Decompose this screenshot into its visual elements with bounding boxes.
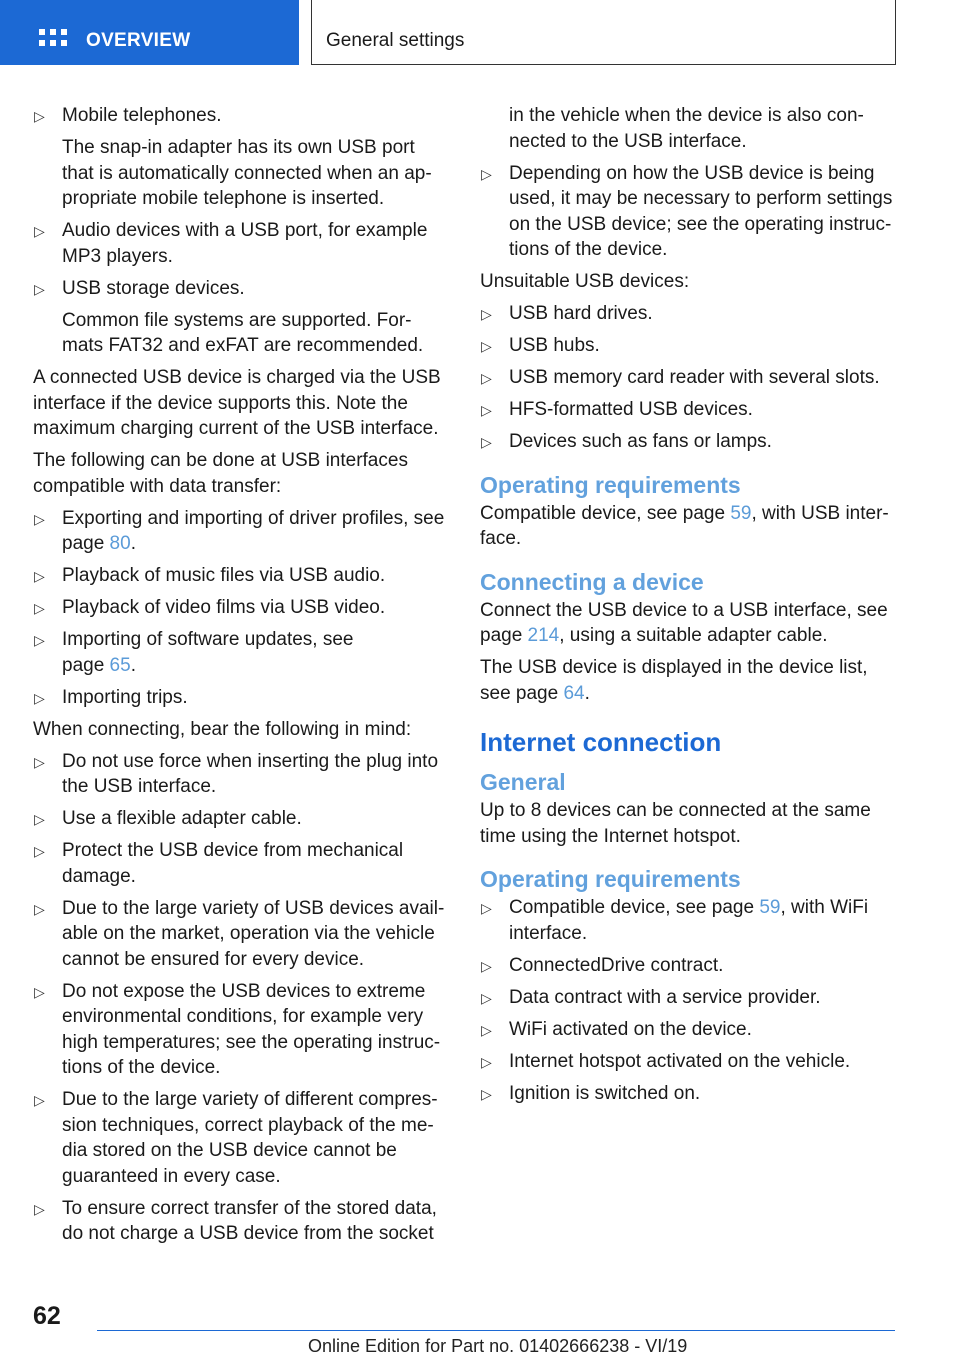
triangle-bullet-icon [34, 807, 45, 833]
triangle-bullet-icon [34, 1197, 45, 1223]
page-number: 62 [33, 1302, 61, 1330]
triangle-bullet-icon [481, 302, 492, 328]
triangle-bullet-icon [34, 1088, 45, 1114]
list-item: ▷ ConnectedDrive contract. [480, 953, 895, 979]
list-item: ▷ To ensure correct transfer of the stored data, do not charge a USB device from the socket [33, 1196, 446, 1247]
triangle-bullet-icon [481, 430, 492, 456]
triangle-bullet-icon [34, 104, 45, 130]
list-item: ▷ USB hubs. [480, 333, 895, 359]
paragraph: Unsuitable USB devices: [480, 271, 690, 292]
heading-connecting-device: Connecting a device [480, 568, 704, 595]
page-link[interactable]: 65 [109, 654, 131, 676]
list-item: ▷ Playback of music files via USB audio. [33, 563, 446, 589]
triangle-bullet-icon [34, 980, 45, 1006]
list-item: ▷ USB storage devices. Common file systems are supported. For‐ mats FAT32 and exFAT are recommended. [33, 276, 446, 359]
paragraph: Compatible device, see page 59, with USB inter‐ face. [480, 502, 889, 549]
triangle-bullet-icon [481, 1018, 492, 1044]
list-item: ▷ Mobile telephones. The snap-in adapter has its own USB port that is automatically connected when an ap‐ propriate mobile telephone is inserted. [33, 103, 446, 212]
paragraph: The following can be done at USB interfaces compatible with data transfer: [33, 450, 408, 497]
triangle-bullet-icon [34, 219, 45, 245]
list-item: ▷ Importing of software updates, see page 65. [33, 627, 446, 678]
list-item: ▷ Devices such as fans or lamps. [480, 429, 895, 455]
list-item: ▷ USB memory card reader with several slots. [480, 365, 895, 391]
section-header [311, 0, 896, 65]
triangle-bullet-icon [481, 1082, 492, 1108]
list-item: ▷ Playback of video films via USB video. [33, 595, 446, 621]
list-item: ▷ Due to the large variety of USB devices avail‐ able on the market, operation via the vehicle cannot be ensured for every device. [33, 896, 446, 973]
page-link[interactable]: 59 [759, 897, 781, 918]
triangle-bullet-icon [481, 1050, 492, 1076]
triangle-bullet-icon [34, 507, 45, 533]
list-item: ▷ Protect the USB device from mechanical damage. [33, 838, 446, 889]
overview-tab-label: OVERVIEW [86, 30, 191, 51]
triangle-bullet-icon [34, 750, 45, 776]
list-item: ▷ WiFi activated on the device. [480, 1017, 895, 1043]
footer-divider [97, 1330, 895, 1331]
triangle-bullet-icon [34, 839, 45, 865]
triangle-bullet-icon [34, 564, 45, 590]
list-item: ▷ Audio devices with a USB port, for example MP3 players. [33, 218, 446, 269]
paragraph: The USB device is displayed in the device list, see page 64. [480, 657, 868, 704]
list-item: ▷ Internet hotspot activated on the vehicle. [480, 1049, 895, 1075]
page-link[interactable]: 214 [527, 625, 560, 646]
grid-icon [39, 29, 67, 51]
list-item: ▷ Do not use force when inserting the plug into the USB interface. [33, 749, 446, 800]
paragraph: A connected USB device is charged via the USB interface if the device supports this. Note the maximum charging current of the USB interface. [33, 367, 441, 439]
page-link[interactable]: 64 [563, 682, 585, 704]
triangle-bullet-icon [34, 628, 45, 654]
triangle-bullet-icon [481, 334, 492, 360]
list-item: ▷ USB hard drives. [480, 301, 895, 327]
triangle-bullet-icon [481, 398, 492, 424]
left-column [33, 103, 446, 1253]
heading-general: General [480, 769, 566, 795]
list-item: ▷ Do not expose the USB devices to extreme environmental conditions, for example very high temperatures; see the operating instruc‐ tions of the device. [33, 979, 446, 1081]
list-item: ▷ Use a flexible adapter cable. [33, 806, 446, 832]
triangle-bullet-icon [34, 686, 45, 712]
triangle-bullet-icon [481, 986, 492, 1012]
footer-edition: Online Edition for Part no. 01402666238 - VI/19 [308, 1336, 688, 1356]
right-column [480, 103, 895, 1113]
page-link[interactable]: 80 [109, 533, 131, 554]
list-item: ▷ Data contract with a service provider. [480, 985, 895, 1011]
overview-tab[interactable] [0, 0, 299, 65]
list-item: ▷ Exporting and importing of driver profiles, see page 80. [33, 506, 446, 557]
paragraph: Up to 8 devices can be connected at the same time using the Internet hotspot. [480, 800, 871, 847]
page-link[interactable]: 59 [730, 502, 752, 524]
section-title: General settings [326, 30, 465, 51]
triangle-bullet-icon [481, 366, 492, 392]
list-item: ▷ Compatible device, see page 59, with WiFi interface. [480, 895, 895, 946]
heading-internet-connection: Internet connection [480, 727, 722, 757]
triangle-bullet-icon [34, 277, 45, 303]
list-item: ▷ Importing trips. [33, 685, 446, 711]
triangle-bullet-icon [34, 897, 45, 923]
triangle-bullet-icon [481, 162, 492, 188]
list-item: ▷ HFS-formatted USB devices. [480, 397, 895, 423]
triangle-bullet-icon [481, 954, 492, 980]
paragraph: When connecting, bear the following in mind: [33, 718, 412, 740]
list-item: ▷ Ignition is switched on. [480, 1081, 895, 1107]
heading-operating-requirements: Operating requirements [480, 471, 741, 498]
heading-operating-requirements: Operating requirements [480, 866, 741, 892]
list-item: ▷ Depending on how the USB device is being used, it may be necessary to perform settings on the USB device; see the operating instruc‐ tions of the device. [480, 161, 895, 263]
list-item: ▷ Due to the large variety of different compres‐ sion techniques, correct playback of the me‐ dia stored on the USB device cannot be guaranteed in every case. [33, 1087, 446, 1189]
triangle-bullet-icon [34, 596, 45, 622]
list-continuation: in the vehicle when the device is also con‐ nected to the USB interface. [509, 105, 864, 152]
triangle-bullet-icon [481, 896, 492, 922]
paragraph: Connect the USB device to a USB interface, see page 214, using a suitable adapter cable. [480, 599, 888, 646]
